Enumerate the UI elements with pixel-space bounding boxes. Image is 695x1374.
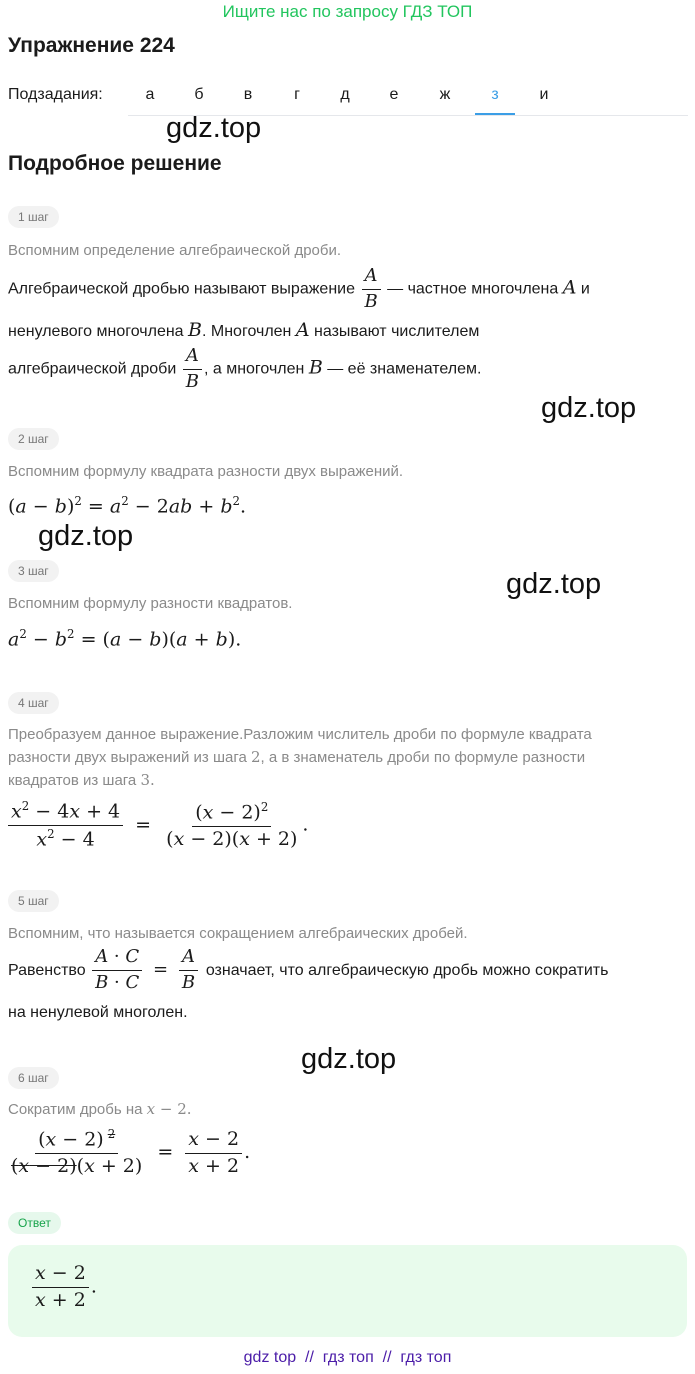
step-hint: Вспомним определение алгебраической дроби. <box>8 242 342 259</box>
page-title: Упражнение 224 <box>8 34 175 57</box>
subtask-tab-zh[interactable]: ж <box>439 86 451 103</box>
step-text: и <box>580 280 590 298</box>
subtasks-row <box>8 86 688 116</box>
step-badge: 6 шаг <box>8 1067 59 1089</box>
step-text-line <box>8 319 479 341</box>
step-number: 2 <box>250 748 261 766</box>
step-hint: квадратов из шага <box>8 772 137 789</box>
step-text: на ненулевой многолен. <box>8 1004 188 1021</box>
watermark: gdz.top <box>541 392 637 424</box>
watermark: gdz.top <box>38 520 134 552</box>
step-text: Равенство <box>8 962 86 980</box>
step-hint: Сократим дробь на <box>8 1101 143 1118</box>
step-hint: Вспомним формулу квадрата разности двух выражений. <box>8 463 404 480</box>
step-badge: 4 шаг <box>8 692 59 714</box>
step-text-line <box>8 266 590 312</box>
math-var-a: A <box>295 319 310 341</box>
watermark: gdz.top <box>506 568 602 600</box>
step-hint: Вспомним, что называется сокращением алгебраических дробей. <box>8 925 468 942</box>
math-var-b: B <box>308 356 323 379</box>
step-text: . Многочлен <box>202 323 292 340</box>
step-text: — частное многочлена <box>387 280 559 298</box>
fraction-left: $\frac{(x - 2) ^2}{(x - 2)(x + 2)}$ <box>11 1127 143 1178</box>
step-text: ненулевого многочлена <box>8 323 184 340</box>
subtask-tab-v[interactable]: в <box>243 86 253 103</box>
solution-heading: Подробное решение <box>8 152 222 175</box>
step-number: 3 <box>140 771 150 789</box>
step-hint: Вспомним формулу разности квадратов. <box>8 595 293 612</box>
step-text: , а многочлен <box>203 360 305 378</box>
formula-step4: $\frac{x^2 - 4x + 4}{x^2 - 4}$ = $\frac{(x - 2)^2}{(x - 2)(x + 2)}$ . <box>6 800 308 851</box>
step-text: алгебраической дроби <box>8 360 177 378</box>
fraction-a-over-b: $\frac{A}{B}$ <box>183 346 202 392</box>
step-hint-line <box>8 746 585 769</box>
math-var-a: A <box>562 276 577 299</box>
math-var-b: B <box>188 319 202 341</box>
step-badge: 3 шаг <box>8 560 59 582</box>
answer-box <box>8 1245 687 1337</box>
step-text-line <box>8 947 608 993</box>
answer-formula: $\frac{x - 2}{x + 2}$ . <box>30 1263 97 1312</box>
step-text-line <box>8 346 481 392</box>
footer-links[interactable]: gdz top // гдз топ // гдз топ <box>243 1349 452 1366</box>
formula-step6: $\frac{(x - 2) ^2}{(x - 2)(x + 2)}$ = $\frac{x - 2}{x + 2}$ . <box>6 1128 250 1178</box>
subtask-tab-a[interactable]: а <box>145 86 155 103</box>
watermark: gdz.top <box>301 1043 397 1075</box>
formula-difference-of-squares: $a^2 - b^2 = (a - b)(a + b)$. <box>8 627 242 651</box>
subtask-tab-b[interactable]: б <box>194 86 204 103</box>
formula-square-difference: $(a - b)^2 = a^2 - 2ab + b^2$. <box>8 494 247 518</box>
step-text: называют числителем <box>314 323 480 340</box>
step-badge: 1 шаг <box>8 206 59 228</box>
fraction-left: $\frac{x^2 - 4x + 4}{x^2 - 4}$ <box>8 800 123 851</box>
fraction-right: $\frac{x - 2}{x + 2}$ <box>185 1129 242 1178</box>
fraction-a-over-b: $\frac{A}{B}$ <box>361 266 380 312</box>
step-text: — её знаменателем. <box>327 360 482 378</box>
subtasks-label: Подзадания: <box>8 86 103 103</box>
step-hint: разности двух выражений из шага <box>8 749 247 766</box>
subtask-tab-d[interactable]: д <box>340 86 350 103</box>
step-hint: Преобразуем данное выражение.Разложим числитель дроби по формуле квадрата <box>8 726 592 743</box>
subtask-tab-g[interactable]: г <box>294 86 300 103</box>
top-banner: Ищите нас по запросу ГДЗ ТОП <box>222 2 473 21</box>
subtask-tab-e[interactable]: е <box>389 86 399 103</box>
subtask-tab-z-active[interactable]: з <box>475 86 515 104</box>
answer-badge: Ответ <box>8 1212 61 1234</box>
fraction-right: $\frac{(x - 2)^2}{(x - 2)(x + 2)}$ <box>166 799 298 850</box>
step-hint-line: квадратов из шага 3. <box>8 771 155 789</box>
step-text: Алгебраической дробью называют выражение <box>8 280 355 298</box>
watermark: gdz.top <box>166 112 262 144</box>
formula-reduction: $\frac{A \cdot C}{B \cdot C}$ = $\frac{A}{B}$ <box>90 959 206 980</box>
step-hint: , а в знаменатель дроби по формуле разности <box>260 749 586 766</box>
step-badge: 5 шаг <box>8 890 59 912</box>
step-hint-line: Сократим дробь на x − 2. <box>8 1100 192 1118</box>
step-text: означает, что алгебраическую дробь можно сократить <box>205 962 609 980</box>
step-badge: 2 шаг <box>8 428 59 450</box>
subtask-tab-i[interactable]: и <box>539 86 549 103</box>
